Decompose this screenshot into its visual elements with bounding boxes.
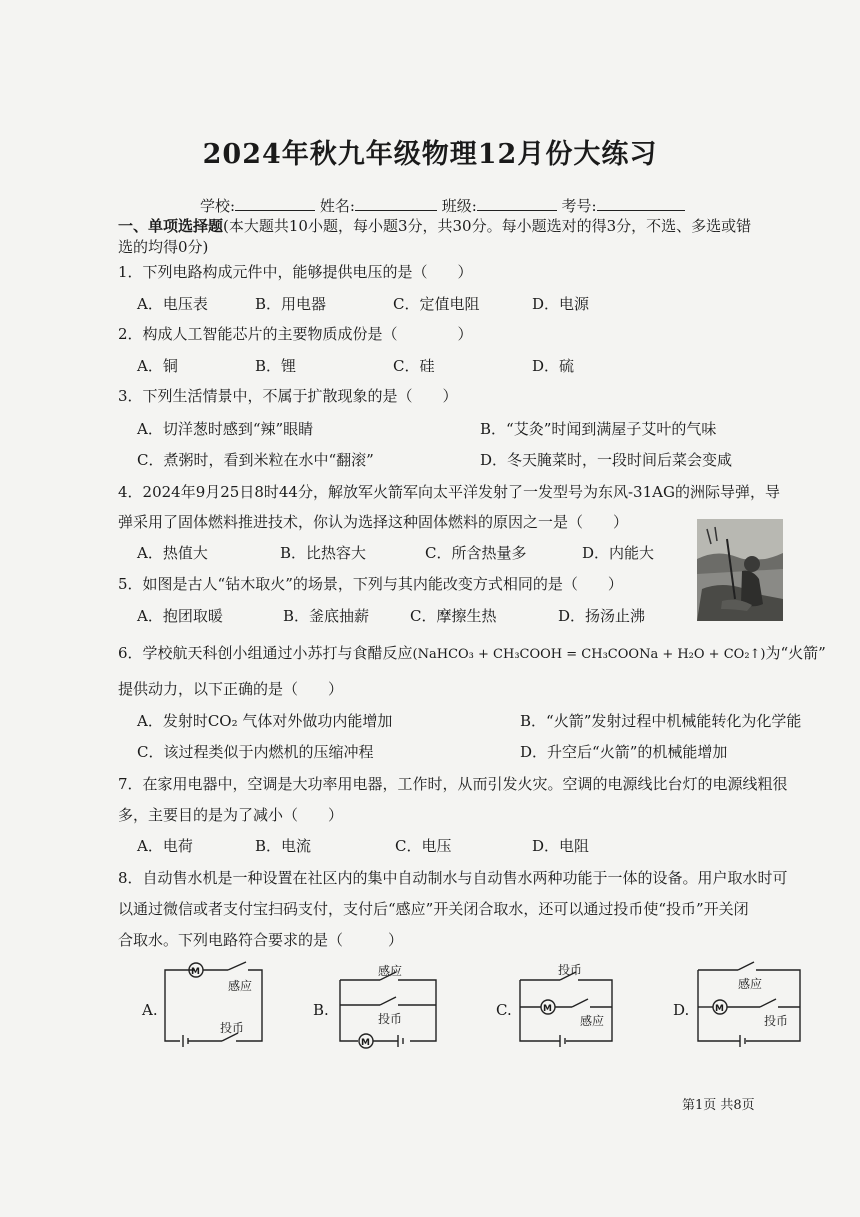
circuit-d-coin-label: 投币: [764, 1014, 789, 1028]
q2-option-a[interactable]: A．铜: [137, 357, 178, 375]
q2-option-b[interactable]: B．锂: [255, 357, 297, 375]
q6-option-c[interactable]: C．该过程类似于内燃机的压缩冲程: [137, 743, 374, 761]
q4-option-c[interactable]: C．所含热量多: [425, 544, 527, 562]
page-title: 2024年秋九年级物理12月份大练习: [202, 139, 658, 170]
circuit-a-sense-label: 感应: [228, 979, 253, 993]
motor-symbol: M: [191, 967, 200, 977]
q5-option-a[interactable]: A．抱团取暖: [137, 607, 223, 625]
q1-stem: 1．下列电路构成元件中，能够提供电压的是（ ）: [118, 263, 473, 281]
q5-option-c[interactable]: C．摩擦生热: [410, 607, 497, 625]
q6-option-d[interactable]: D．升空后“火箭”的机械能增加: [520, 743, 728, 761]
school-label: 学校:: [200, 197, 236, 215]
circuit-d-sense-label: 感应: [738, 977, 763, 991]
circuit-a-label[interactable]: A.: [142, 1001, 158, 1019]
name-label: 姓名:: [319, 197, 355, 215]
class-blank[interactable]: [477, 194, 557, 211]
circuit-c[interactable]: [520, 972, 612, 1047]
q4-option-d[interactable]: D．内能大: [582, 544, 655, 562]
q5-stem: 5．如图是古人“钻木取火”的场景，下列与其内能改变方式相同的是（ ）: [118, 575, 623, 593]
q4-stem-line2: 弹采用了固体燃料推进技术，你认为选择这种固体燃料的原因之一是（ ）: [118, 513, 629, 531]
q3-stem: 3．下列生活情景中，不属于扩散现象的是（ ）: [118, 387, 458, 405]
class-label: 班级:: [441, 197, 477, 215]
q4-option-b[interactable]: B．比热容大: [280, 544, 367, 562]
q6-stem-line2: 提供动力，以下正确的是（ ）: [118, 680, 344, 698]
q8-stem-line1: 8．自动售水机是一种设置在社区内的集中自动制水与自动售水两种功能于一体的设备。用户取水时可: [118, 869, 788, 887]
q2-option-d[interactable]: D．硫: [532, 357, 575, 375]
q4-option-a[interactable]: A．热值大: [137, 544, 208, 562]
motor-symbol: M: [543, 1004, 552, 1014]
circuit-b-sense-label: 感应: [378, 964, 403, 978]
q7-option-b[interactable]: B．电流: [255, 837, 312, 855]
motor-symbol: M: [361, 1038, 370, 1048]
q3-option-b[interactable]: B．“艾灸”时闻到满屋子艾叶的气味: [480, 420, 717, 438]
q7-stem-line2: 多，主要目的是为了减小（ ）: [118, 806, 344, 824]
q2-option-c[interactable]: C．硅: [393, 357, 435, 375]
student-info-row: [200, 194, 685, 216]
circuit-d-label[interactable]: D.: [673, 1001, 690, 1019]
section-desc: 选的均得0分): [118, 238, 209, 256]
circuit-a-coin-label: 投币: [220, 1021, 245, 1035]
name-blank[interactable]: [355, 194, 437, 211]
q3-option-c[interactable]: C．煮粥时，看到米粒在水中“翻滚”: [137, 451, 374, 469]
q6-option-b[interactable]: B．“火箭”发射过程中机械能转化为化学能: [520, 712, 802, 730]
q3-option-d[interactable]: D．冬天腌菜时，一段时间后菜会变咸: [480, 451, 733, 469]
circuit-c-label[interactable]: C.: [496, 1001, 512, 1019]
q5-option-d[interactable]: D．扬汤止沸: [558, 607, 646, 625]
fire-drill-illustration: [697, 519, 783, 621]
number-label: 考号:: [561, 197, 597, 215]
circuit-c-sense-label: 感应: [580, 1014, 605, 1028]
q1-option-b[interactable]: B．用电器: [255, 295, 327, 313]
q6-formula: (NaHCO₃ + CH₃COOH = CH₃COONa + H₂O + CO₂↑): [412, 647, 766, 662]
circuit-a[interactable]: [165, 962, 262, 1047]
q7-option-a[interactable]: A．电荷: [137, 837, 193, 855]
q8-stem-line3: 合取水。下列电路符合要求的是（ ）: [118, 931, 404, 949]
circuit-c-coin-label: 投币: [558, 963, 583, 977]
q6-stem-line1: 6．学校航天科创小组通过小苏打与食醋反应(NaHCO₃ + CH₃COOH = CH₃COONa + H₂O + CO₂↑)为“火箭”: [118, 644, 826, 662]
section-heading: 一、单项选择题(本大题共10小题，每小题3分，共30分。每小题选对的得3分，不选、多选或错: [118, 217, 752, 235]
page-footer: 第1页 共8页: [682, 1098, 755, 1113]
circuit-b-coin-label: 投币: [378, 1012, 403, 1026]
number-blank[interactable]: [597, 194, 685, 211]
circuit-b-label[interactable]: B.: [313, 1001, 329, 1019]
q1-option-a[interactable]: A．电压表: [137, 295, 208, 313]
q6-option-a[interactable]: A．发射时CO₂ 气体对外做功内能增加: [137, 712, 393, 730]
school-blank[interactable]: [235, 194, 315, 211]
q7-option-c[interactable]: C．电压: [395, 837, 452, 855]
q7-option-d[interactable]: D．电阻: [532, 837, 590, 855]
q7-stem-line1: 7．在家用电器中，空调是大功率用电器，工作时，从而引发火灾。空调的电源线比台灯的电源线粗很: [118, 775, 788, 793]
q8-stem-line2: 以通过微信或者支付宝扫码支付，支付后“感应”开关闭合取水，还可以通过投币使“投币”开关闭: [118, 900, 749, 918]
q4-stem-line1: 4．2024年9月25日8时44分，解放军火箭军向太平洋发射了一发型号为东风-31AG的洲际导弹，导: [118, 483, 780, 501]
q2-stem: 2．构成人工智能芯片的主要物质成份是（ ）: [118, 325, 473, 343]
q1-option-d[interactable]: D．电源: [532, 295, 590, 313]
motor-symbol: M: [715, 1004, 724, 1014]
q5-option-b[interactable]: B．釜底抽薪: [283, 607, 370, 625]
q3-option-a[interactable]: A．切洋葱时感到“辣”眼睛: [137, 420, 314, 438]
q1-option-c[interactable]: C．定值电阻: [393, 295, 480, 313]
